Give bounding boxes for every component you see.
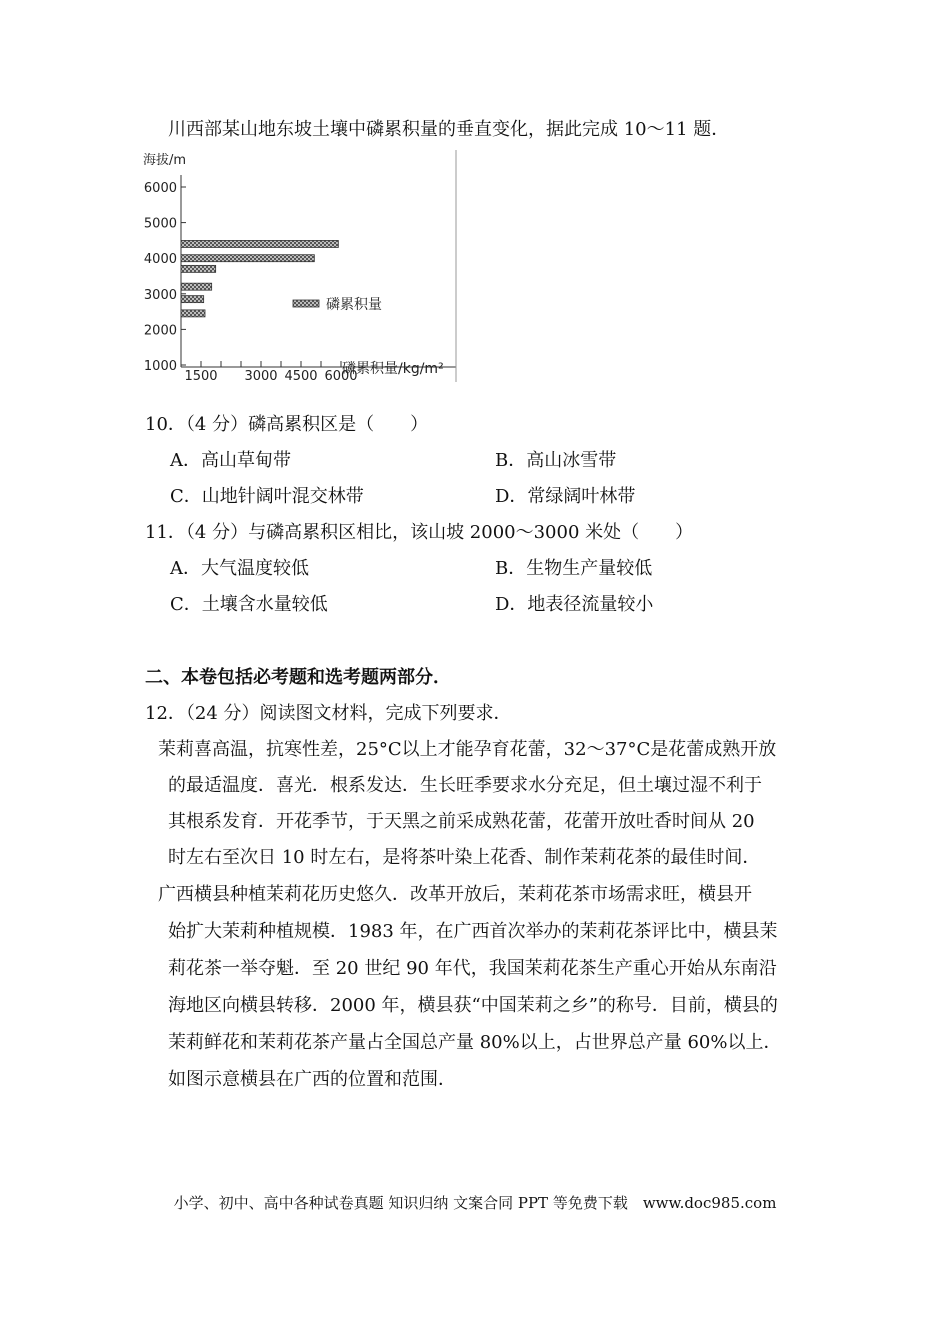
q11-option-b: B．生物生产量较低	[495, 558, 653, 579]
intro-text: 川西部某山地东坡土壤中磷累积量的垂直变化，据此完成 10～11 题．	[168, 119, 730, 140]
y-tick-label: 2000	[143, 323, 177, 339]
bar	[181, 283, 212, 290]
q12-p2-line: 始扩大茉莉种植规模．1983 年，在广西首次举办的茉莉花茶评比中，横县茉	[168, 921, 778, 942]
q12-p2-line: 茉莉鲜花和茉莉花茶产量占全国总产量 80%以上，占世界总产量 60%以上．	[168, 1032, 782, 1053]
bar	[181, 265, 216, 272]
chart-axes	[181, 150, 456, 382]
q10-option-d: D．常绿阔叶林带	[495, 486, 636, 507]
footer-text: 小学、初中、高中各种试卷真题 知识归纳 文案合同 PPT 等免费下载 www.doc985.com	[173, 1194, 777, 1212]
x-tick-label: 4500	[284, 369, 318, 384]
q12-p1-line: 的最适温度．喜光．根系发达．生长旺季要求水分充足，但土壤过湿不利于	[168, 775, 762, 796]
x-axis-title: 磷累积量/kg/m²	[342, 361, 444, 377]
q12-p1-line: 时左右至次日 10 时左右，是将茶叶染上花香、制作茉莉花茶的最佳时间．	[168, 847, 761, 868]
q10-option-a: A．高山草甸带	[170, 450, 291, 471]
x-tick-label: 6000	[324, 369, 358, 384]
q12-p2-line: 莉花茶一举夺魁．至 20 世纪 90 年代，我国茉莉花茶生产重心开始从东南沿	[168, 958, 777, 979]
q10-stem: 10．（4 分）磷高累积区是（ ）	[145, 414, 429, 435]
q11-option-c: C．土壤含水量较低	[170, 594, 328, 615]
q11-stem: 11．（4 分）与磷高累积区相比，该山坡 2000～3000 米处（ ）	[145, 522, 694, 543]
q10-option-c: C．山地针阔叶混交林带	[170, 486, 364, 507]
legend-label: 磷累积量	[326, 297, 382, 313]
phosphorus-chart	[138, 150, 468, 385]
q11-option-d: D．地表径流量较小	[495, 594, 654, 615]
q12-p2-line: 广西横县种植茉莉花历史悠久．改革开放后，茉莉花茶市场需求旺，横县开	[158, 884, 752, 905]
y-tick-label: 1000	[143, 359, 177, 374]
q12-p2-line: 如图示意横县在广西的位置和范围．	[168, 1069, 456, 1090]
q12-stem: 12．（24 分）阅读图文材料，完成下列要求．	[145, 703, 512, 724]
legend-swatch	[293, 300, 319, 307]
bar	[181, 310, 205, 317]
y-tick-label: 3000	[143, 287, 177, 303]
bar	[181, 296, 204, 303]
y-tick-label: 5000	[143, 216, 177, 232]
q10-option-b: B．高山冰雪带	[495, 450, 617, 471]
x-tick-label: 3000	[244, 369, 278, 384]
q12-p2-line: 海地区向横县转移．2000 年，横县获“中国茉莉之乡”的称号．目前，横县的	[168, 995, 778, 1016]
y-axis-title: 海拔/m	[143, 153, 187, 168]
bar	[181, 240, 338, 247]
q12-p1-line: 茉莉喜高温，抗寒性差，25°C以上才能孕育花蕾，32～37°C是花蕾成熟开放	[158, 739, 777, 760]
q12-p1-line: 其根系发育．开花季节，于天黑之前采成熟花蕾，花蕾开放吐香时间从 20	[168, 811, 755, 832]
q11-option-a: A．大气温度较低	[170, 558, 309, 579]
bar	[181, 255, 314, 262]
y-tick-label: 4000	[143, 252, 177, 268]
section-2-heading: 二、本卷包括必考题和选考题两部分．	[145, 667, 451, 688]
y-tick-label: 6000	[143, 181, 177, 196]
x-tick-label: 1500	[184, 369, 218, 384]
